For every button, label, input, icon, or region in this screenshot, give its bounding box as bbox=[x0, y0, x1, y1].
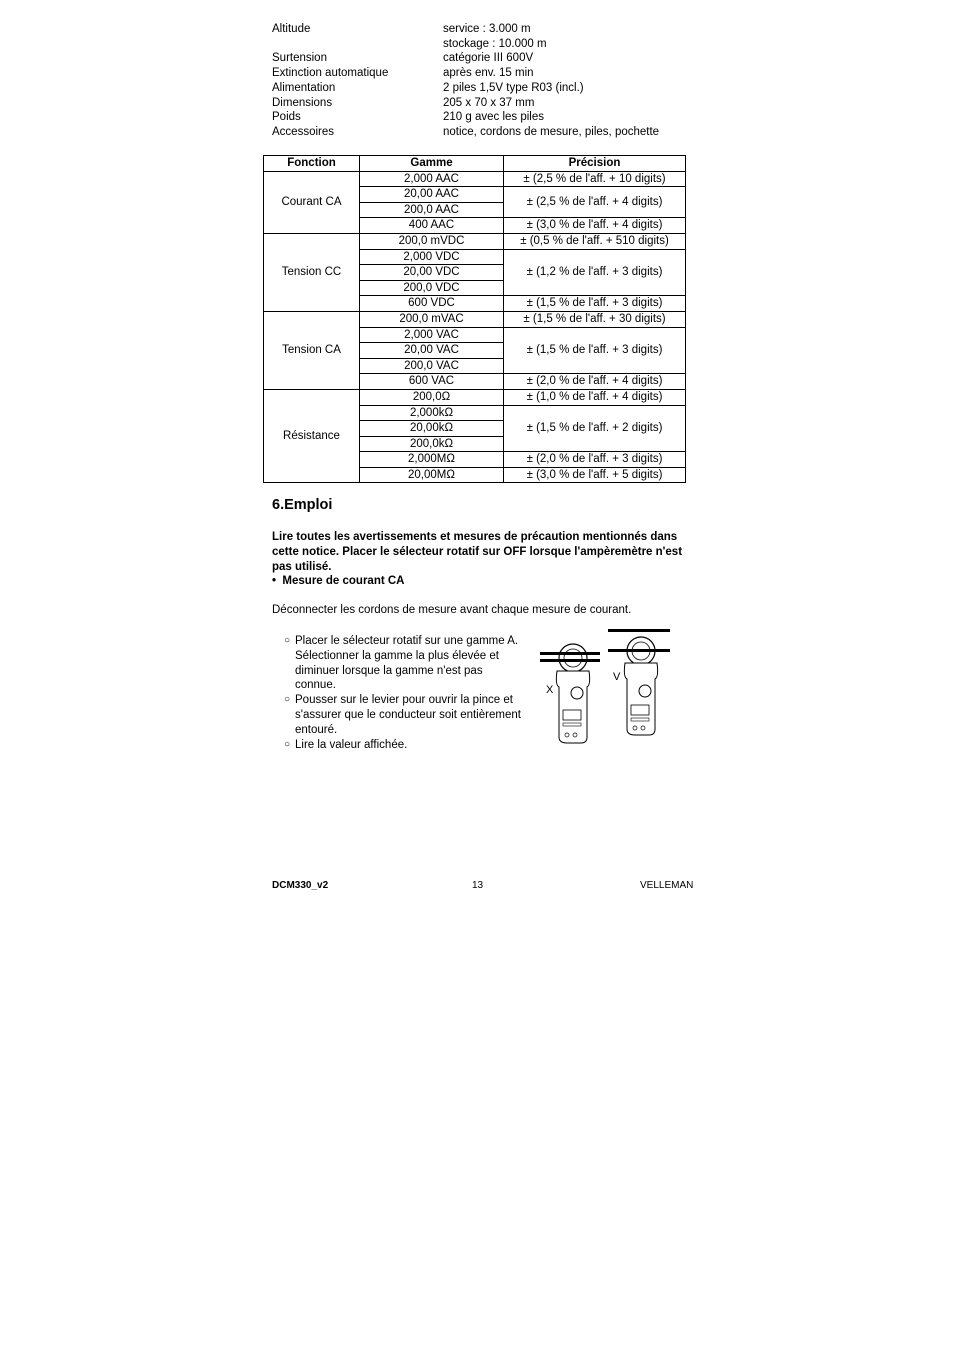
header-function: Fonction bbox=[264, 156, 360, 172]
precision-cell: ± (2,5 % de l'aff. + 4 digits) bbox=[504, 187, 686, 218]
spec-label: Poids bbox=[272, 111, 301, 123]
range-cell: 2,000 AAC bbox=[360, 171, 504, 187]
precision-cell: ± (2,0 % de l'aff. + 3 digits) bbox=[504, 452, 686, 468]
list-item bbox=[284, 738, 524, 753]
spec-label: Extinction automatique bbox=[272, 67, 389, 79]
spec-value: service : 3.000 m bbox=[443, 23, 531, 35]
precision-cell: ± (1,2 % de l'aff. + 3 digits) bbox=[504, 249, 686, 296]
range-cell: 200,0Ω bbox=[360, 389, 504, 405]
range-cell: 2,000 VAC bbox=[360, 327, 504, 343]
spec-value: après env. 15 min bbox=[443, 67, 534, 79]
list-item bbox=[284, 634, 524, 693]
precision-cell: ± (2,5 % de l'aff. + 10 digits) bbox=[504, 171, 686, 187]
range-cell: 200,0 VDC bbox=[360, 280, 504, 296]
bullet-icon: • bbox=[272, 575, 283, 587]
section-title: 6.Emploi bbox=[272, 497, 333, 513]
spec-label: Surtension bbox=[272, 52, 327, 64]
function-cell: Tension CA bbox=[264, 311, 360, 389]
precision-cell: ± (1,5 % de l'aff. + 3 digits) bbox=[504, 296, 686, 312]
header-precision: Précision bbox=[504, 156, 686, 172]
figure-label-x: X bbox=[546, 684, 554, 696]
spec-row bbox=[272, 22, 692, 37]
precision-cell: ± (1,5 % de l'aff. + 30 digits) bbox=[504, 311, 686, 327]
footer-model: DCM330_v2 bbox=[272, 880, 329, 891]
footer-brand: VELLEMAN bbox=[640, 880, 694, 891]
function-cell: Résistance bbox=[264, 389, 360, 483]
precision-cell: ± (1,5 % de l'aff. + 2 digits) bbox=[504, 405, 686, 452]
step-text: Lire la valeur affichée. bbox=[295, 738, 408, 751]
spec-row bbox=[272, 110, 692, 125]
warning-text: Lire toutes les avertissements et mesures de précaution mentionnés dans cette notice. Placer le sélecteur rotatif sur OFF lorsque l'ampèremètre n'est pas utilisé. bbox=[272, 531, 683, 573]
precision-cell: ± (3,0 % de l'aff. + 4 digits) bbox=[504, 218, 686, 234]
precision-cell: ± (2,0 % de l'aff. + 4 digits) bbox=[504, 374, 686, 390]
spec-row bbox=[272, 37, 692, 52]
range-cell: 400 AAC bbox=[360, 218, 504, 234]
header-range: Gamme bbox=[360, 156, 504, 172]
spec-value: 210 g avec les piles bbox=[443, 111, 545, 123]
spec-label: Dimensions bbox=[272, 97, 333, 109]
range-cell: 600 VDC bbox=[360, 296, 504, 312]
range-cell: 20,00 VAC bbox=[360, 343, 504, 359]
spec-row bbox=[272, 96, 692, 111]
range-cell: 200,0kΩ bbox=[360, 436, 504, 452]
figure-label-v: V bbox=[613, 671, 621, 683]
step-list bbox=[284, 634, 524, 752]
precision-cell: ± (0,5 % de l'aff. + 510 digits) bbox=[504, 233, 686, 249]
bullet-heading-text: Mesure de courant CA bbox=[282, 575, 405, 587]
range-cell: 20,00kΩ bbox=[360, 421, 504, 437]
step-text: Pousser sur le levier pour ouvrir la pince et s'assurer que le conducteur soit entièrement entouré. bbox=[295, 694, 521, 736]
table-row bbox=[264, 389, 686, 405]
range-cell: 200,0 AAC bbox=[360, 202, 504, 218]
clamp-meter-illustration bbox=[535, 625, 675, 750]
range-cell: 200,0 mVAC bbox=[360, 311, 504, 327]
spec-value: 2 piles 1,5V type R03 (incl.) bbox=[443, 82, 584, 94]
table-row bbox=[264, 311, 686, 327]
circle-bullet-icon: ○ bbox=[284, 738, 291, 750]
range-cell: 2,000MΩ bbox=[360, 452, 504, 468]
range-cell: 200,0 mVDC bbox=[360, 233, 504, 249]
spec-value: 205 x 70 x 37 mm bbox=[443, 97, 535, 109]
spec-label: Altitude bbox=[272, 23, 311, 35]
spec-label: Alimentation bbox=[272, 82, 336, 94]
range-cell: 20,00 VDC bbox=[360, 265, 504, 281]
function-cell: Tension CC bbox=[264, 233, 360, 311]
function-cell: Courant CA bbox=[264, 171, 360, 233]
spec-label: Accessoires bbox=[272, 126, 334, 138]
precision-cell: ± (1,0 % de l'aff. + 4 digits) bbox=[504, 389, 686, 405]
step-text: Placer le sélecteur rotatif sur une gamme A. Sélectionner la gamme la plus élevée et diminuer lorsque la gamme n'est pas connue. bbox=[295, 635, 519, 692]
spec-row bbox=[272, 81, 692, 96]
instruction-paragraph: Déconnecter les cordons de mesure avant chaque mesure de courant. bbox=[272, 604, 632, 616]
range-cell: 2,000 VDC bbox=[360, 249, 504, 265]
spec-value: catégorie III 600V bbox=[443, 52, 534, 64]
spec-value: notice, cordons de mesure, piles, pochette bbox=[443, 126, 660, 138]
range-cell: 600 VAC bbox=[360, 374, 504, 390]
range-cell: 2,000kΩ bbox=[360, 405, 504, 421]
table-header-row bbox=[264, 156, 686, 172]
precision-cell: ± (1,5 % de l'aff. + 3 digits) bbox=[504, 327, 686, 374]
accuracy-table bbox=[263, 155, 686, 483]
table-row bbox=[264, 171, 686, 187]
clamp-meter-figure bbox=[535, 625, 675, 753]
footer-page-number: 13 bbox=[472, 880, 484, 891]
spec-row bbox=[272, 66, 692, 81]
precision-cell: ± (3,0 % de l'aff. + 5 digits) bbox=[504, 467, 686, 483]
table-row bbox=[264, 233, 686, 249]
range-cell: 20,00 AAC bbox=[360, 187, 504, 203]
circle-bullet-icon: ○ bbox=[284, 635, 291, 646]
spec-value: stockage : 10.000 m bbox=[443, 38, 547, 50]
range-cell: 200,0 VAC bbox=[360, 358, 504, 374]
spec-row bbox=[272, 125, 692, 140]
list-item bbox=[284, 693, 524, 737]
range-cell: 20,00MΩ bbox=[360, 467, 504, 483]
spec-row bbox=[272, 51, 692, 66]
bullet-heading bbox=[272, 575, 404, 587]
circle-bullet-icon: ○ bbox=[284, 694, 291, 706]
